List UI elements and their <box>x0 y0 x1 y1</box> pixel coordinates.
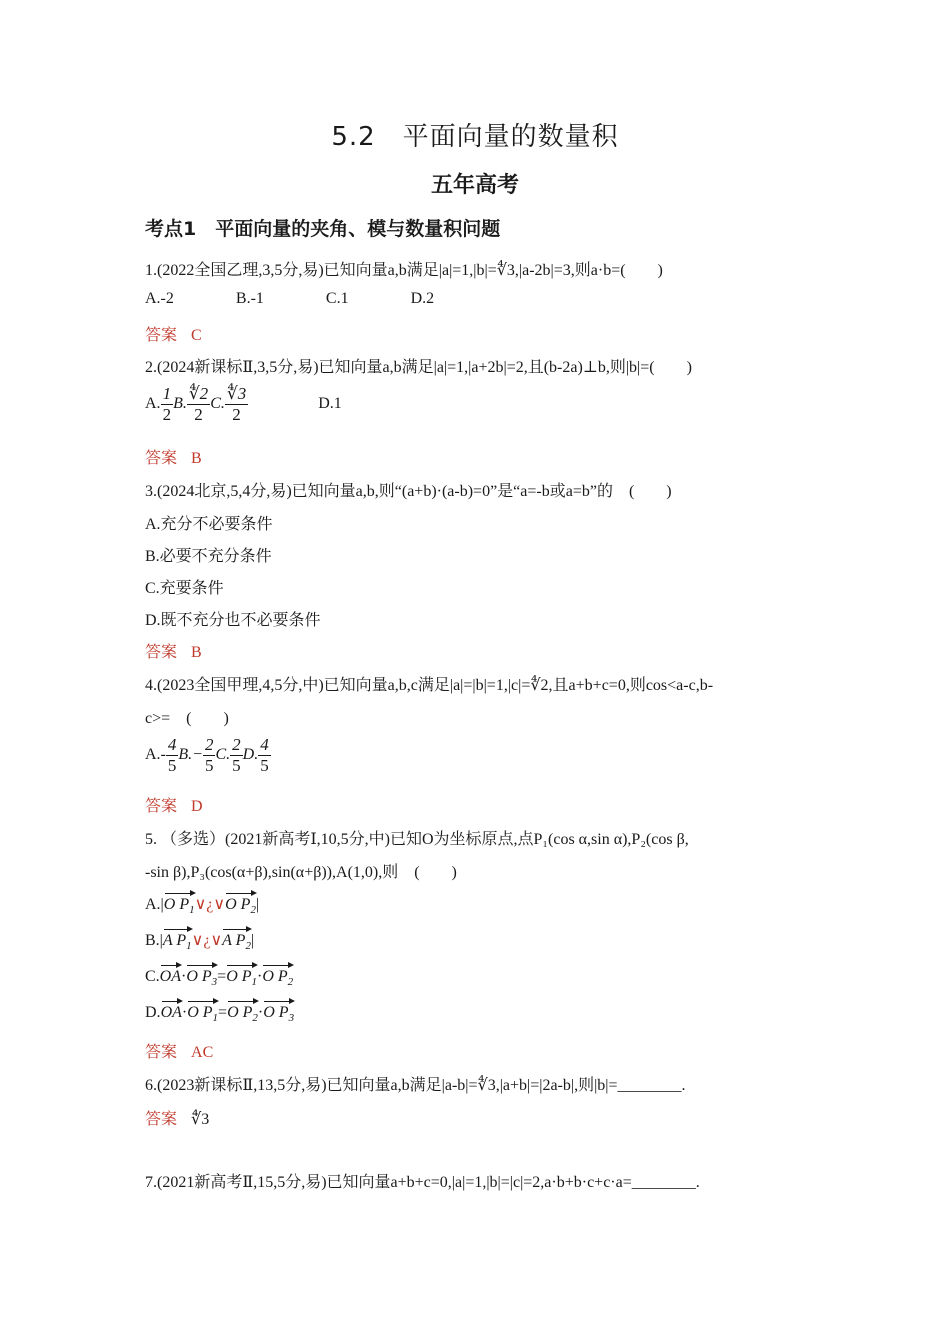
equals: = <box>217 968 227 985</box>
subscript: 1 <box>251 976 258 989</box>
vector-op2 <box>227 998 258 1024</box>
vector-op3 <box>263 998 294 1024</box>
option-b: B. <box>173 395 187 413</box>
question-3-stem: 3.(2024北京,5,4分,易)已知向量a,b,则“(a+b)·(a-b)=0”是“a=-b或a=b”的 ( ) <box>145 483 672 500</box>
denominator: 5 <box>167 756 177 775</box>
vector-text: O P <box>263 1004 289 1021</box>
fraction-c <box>230 735 243 776</box>
subscript: 1 <box>186 940 192 953</box>
vector-ap2 <box>222 926 251 952</box>
option-b: B.必要不充分条件 <box>145 548 272 565</box>
dot-operator: · <box>181 968 187 985</box>
answer-value: ∜3 <box>191 1111 210 1128</box>
option-d: D.2 <box>410 290 435 307</box>
garbled-glyphs: ∨¿∨ <box>191 932 223 949</box>
subscript: 3 <box>211 976 218 989</box>
question-7-stem: 7.(2021新高考Ⅱ,15,5分,易)已知向量a+b+c=0,|a|=1,|b|=|c|=2,a·b+b·c+c·a=________. <box>145 1174 700 1191</box>
numerator: 4 <box>260 735 269 754</box>
page-subtitle: 五年高考 <box>430 173 519 198</box>
question-5-option-d <box>145 998 294 1024</box>
abs-bar: | <box>250 932 255 949</box>
numerator: 2 <box>232 735 241 754</box>
numerator: 4 <box>167 735 177 754</box>
fraction-d <box>258 735 271 776</box>
answer-value: D <box>191 798 203 815</box>
answer-label: 答案 <box>145 796 178 815</box>
subscript: 2 <box>287 976 294 989</box>
fraction-b <box>203 735 216 776</box>
numerator: ∜3 <box>226 384 247 403</box>
vector-text: O P <box>262 968 288 985</box>
answer-value: C <box>191 327 202 344</box>
option-c: C.1 <box>325 290 349 307</box>
numerator: ∜2 <box>188 384 209 403</box>
numerator: 2 <box>204 735 214 754</box>
vector-text: O P <box>187 1004 213 1021</box>
answer-label: 答案 <box>145 325 178 344</box>
answer-value: B <box>191 450 202 467</box>
option-a: A. <box>145 395 161 413</box>
question-2-answer <box>145 445 202 468</box>
equals: = <box>218 1004 228 1021</box>
fraction-a <box>166 735 179 776</box>
denominator: 2 <box>194 405 203 424</box>
vector-text: O P <box>186 968 212 985</box>
abs-bar: | <box>255 896 260 913</box>
question-1-answer <box>145 322 202 345</box>
fraction-a <box>161 384 174 425</box>
question-5-stem-line-2: -sin β),P₃(cos(α+β),sin(α+β)),A(1,0),则 ( ) <box>145 864 457 881</box>
vector-op3 <box>186 962 217 988</box>
vector-oa <box>161 998 182 1022</box>
vector-op1 <box>187 998 218 1024</box>
answer-label: 答案 <box>145 448 178 467</box>
answer-label: 答案 <box>145 1109 178 1128</box>
question-4-stem-line-1: 4.(2023全国甲理,4,5分,中)已知向量a,b,c满足|a|=|b|=1,|c|=∜2,且a+b+c=0,则cos<a-c,b- <box>145 677 714 694</box>
option-d: D.既不充分也不必要条件 <box>145 612 321 629</box>
vector-op2 <box>262 962 293 988</box>
subscript: 1 <box>212 1012 219 1025</box>
subscript: 3 <box>288 1012 295 1025</box>
question-6-answer <box>145 1106 209 1129</box>
option-label: A.| <box>145 896 164 913</box>
fraction-b <box>187 384 210 425</box>
denominator: 2 <box>232 405 241 424</box>
dot-operator: · <box>257 1004 264 1021</box>
option-a: A.- <box>145 746 166 764</box>
question-1-options <box>145 290 492 308</box>
option-c: C. <box>215 746 231 764</box>
denominator: 2 <box>162 405 172 424</box>
garbled-glyphs: ∨¿∨ <box>194 896 226 913</box>
vector-oa <box>160 962 181 986</box>
question-5-option-c <box>145 962 293 988</box>
fraction-c <box>225 384 248 425</box>
option-d: D. <box>242 746 259 764</box>
question-4-options <box>145 735 271 776</box>
vector-text: A P <box>162 932 187 949</box>
answer-label: 答案 <box>145 642 178 661</box>
option-a: A.-2 <box>145 290 174 307</box>
numerator: 1 <box>162 384 172 403</box>
page-title: 5.2 平面向量的数量积 <box>331 122 619 152</box>
option-d: D.1 <box>318 395 342 413</box>
subscript: 2 <box>250 904 256 917</box>
question-5-stem-line-1: 5. （多选）(2021新高考Ⅰ,10,5分,中)已知O为坐标原点,点P₁(cos α,sin α),P₂(cos β, <box>145 831 689 848</box>
dot-operator: · <box>257 968 263 985</box>
vector-text: OA <box>160 1004 182 1021</box>
question-1-stem: 1.(2022全国乙理,3,5分,易)已知向量a,b满足|a|=1,|b|=∜3,|a-2b|=3,则a·b=( ) <box>145 262 663 279</box>
vector-ap1 <box>163 926 192 952</box>
vector-op1 <box>226 962 257 988</box>
vector-text: O P <box>225 896 251 913</box>
vector-text: A P <box>222 932 246 949</box>
denominator: 5 <box>260 756 269 775</box>
question-6-stem: 6.(2023新课标Ⅱ,13,5分,易)已知向量a,b满足|a-b|=∜3,|a+b|=|2a-b|,则|b|=________. <box>145 1077 686 1094</box>
question-2-options <box>145 384 342 425</box>
vector-text: O P <box>226 968 252 985</box>
section-heading: 考点1 平面向量的夹角、模与数量积问题 <box>145 218 501 240</box>
vector-text: OA <box>159 968 181 985</box>
answer-value: AC <box>191 1044 214 1061</box>
option-b: B.-1 <box>235 290 264 307</box>
option-a: A.充分不必要条件 <box>145 516 273 533</box>
option-c: C.充要条件 <box>145 580 224 597</box>
question-4-answer <box>145 793 203 816</box>
denominator: 5 <box>204 756 214 775</box>
vector-text: O P <box>227 1004 253 1021</box>
option-label: B.| <box>145 932 163 949</box>
option-label: C. <box>145 968 160 985</box>
vector-op2 <box>225 890 256 916</box>
question-5-answer <box>145 1039 213 1062</box>
question-2-stem: 2.(2024新课标Ⅱ,3,5分,易)已知向量a,b满足|a|=1,|a+2b|=2,且(b-2a)⊥b,则|b|=( ) <box>145 359 692 376</box>
subscript: 1 <box>189 904 195 917</box>
option-label: D. <box>145 1004 161 1021</box>
question-5-option-b <box>145 926 254 952</box>
answer-value: B <box>191 644 202 661</box>
vector-text: O P <box>163 896 190 913</box>
option-c: C. <box>210 395 225 413</box>
denominator: 5 <box>232 756 241 775</box>
subscript: 2 <box>252 1012 258 1025</box>
answer-label: 答案 <box>145 1042 178 1061</box>
vector-op1 <box>164 890 195 916</box>
question-5-option-a <box>145 890 259 916</box>
question-3-answer <box>145 639 202 662</box>
subscript: 2 <box>245 940 251 953</box>
question-4-stem-line-2: c>= ( ) <box>145 710 229 727</box>
dot-operator: · <box>181 1004 188 1021</box>
option-b: B.− <box>178 746 203 764</box>
